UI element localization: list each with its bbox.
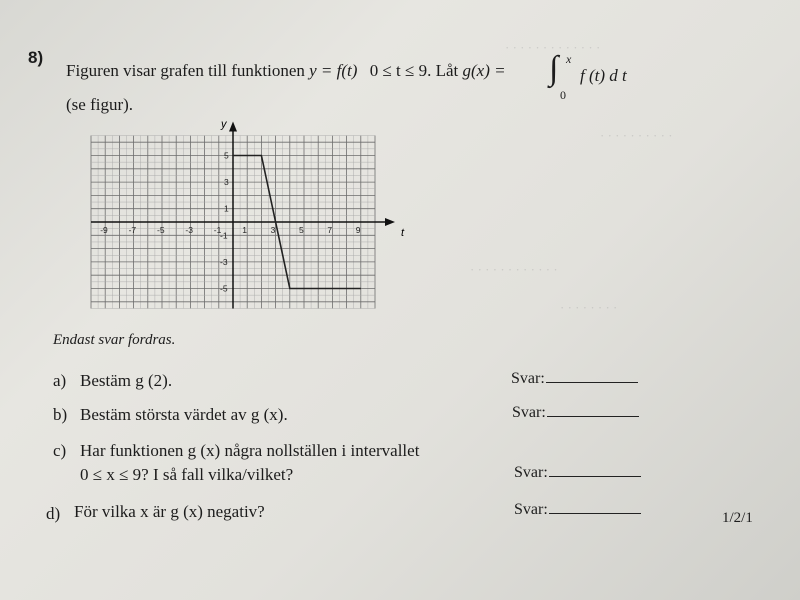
- y-tick-label: 1: [224, 203, 229, 214]
- part-b-answer-label: Svar:: [512, 404, 546, 421]
- integrand: f (t) d t: [580, 66, 627, 85]
- page-code: 1/2/1: [722, 510, 753, 526]
- part-d-answer: [514, 499, 641, 519]
- question-number: 8): [28, 48, 44, 67]
- part-d-letter: d): [46, 504, 61, 523]
- intro-text: Figuren visar grafen till funktionen: [66, 61, 305, 80]
- y-tick-label: 3: [224, 177, 229, 188]
- integral-upper-limit: x: [566, 52, 572, 66]
- part-a-letter: a): [53, 371, 67, 390]
- formula-range: 0 ≤ t ≤ 9.: [369, 61, 432, 80]
- x-tick-label: 7: [327, 225, 333, 235]
- x-tick-label: -1: [213, 225, 222, 235]
- x-tick-label: -9: [100, 225, 108, 235]
- y-tick-label: -5: [220, 283, 228, 294]
- x-tick-label: -7: [128, 225, 137, 235]
- integral-symbol: ∫: [549, 50, 559, 87]
- question-intro: [66, 61, 506, 81]
- part-c-answer-line[interactable]: [549, 462, 641, 477]
- see-figure: (se figur).: [66, 95, 134, 114]
- y-axis-label: y: [221, 118, 227, 131]
- part-b-answer: [512, 402, 639, 422]
- part-a-answer-line[interactable]: [546, 368, 638, 383]
- x-tick-label: 3: [270, 225, 276, 235]
- part-c-question: Har funktionen g (x) några nollställen i intervallet: [80, 441, 420, 460]
- part-c-letter: c): [53, 441, 67, 460]
- x-axis-arrow: [385, 218, 395, 226]
- part-d-question: För vilka x är g (x) negativ?: [74, 502, 265, 521]
- x-tick-label: 9: [355, 225, 361, 235]
- part-a-answer: [511, 368, 638, 388]
- part-a-question: Bestäm g (2).: [80, 371, 173, 390]
- part-d-answer-label: Svar:: [514, 501, 548, 518]
- x-tick-label: 1: [242, 225, 247, 235]
- formula-fx: y = f(t): [309, 61, 358, 80]
- function-graph: [68, 118, 405, 318]
- part-b-letter: b): [53, 405, 68, 424]
- y-tick-label: 5: [224, 150, 229, 161]
- x-tick-label: -3: [185, 225, 193, 235]
- part-b-question: Bestäm största värdet av g (x).: [80, 405, 288, 424]
- lat-word: Låt: [435, 61, 459, 80]
- y-axis-arrow: [229, 122, 237, 132]
- x-tick-label: -5: [157, 225, 165, 235]
- part-c-answer: [514, 462, 641, 482]
- x-tick-label: 5: [299, 225, 304, 235]
- y-tick-label: -3: [220, 256, 228, 267]
- part-b-answer-line[interactable]: [547, 402, 639, 417]
- part-c-question-line2: 0 ≤ x ≤ 9? I så fall vilka/vilket?: [80, 465, 294, 484]
- instruction-text: Endast svar fordras.: [53, 332, 176, 348]
- x-axis-label: t: [401, 227, 405, 239]
- part-a-answer-label: Svar:: [511, 370, 545, 387]
- part-c-answer-label: Svar:: [514, 464, 548, 481]
- part-d-answer-line[interactable]: [549, 499, 641, 514]
- integral-lower-limit: 0: [560, 88, 566, 102]
- formula-g: g(x) =: [462, 61, 506, 80]
- graph-axes: [91, 122, 395, 309]
- y-tick-label: -1: [220, 230, 228, 241]
